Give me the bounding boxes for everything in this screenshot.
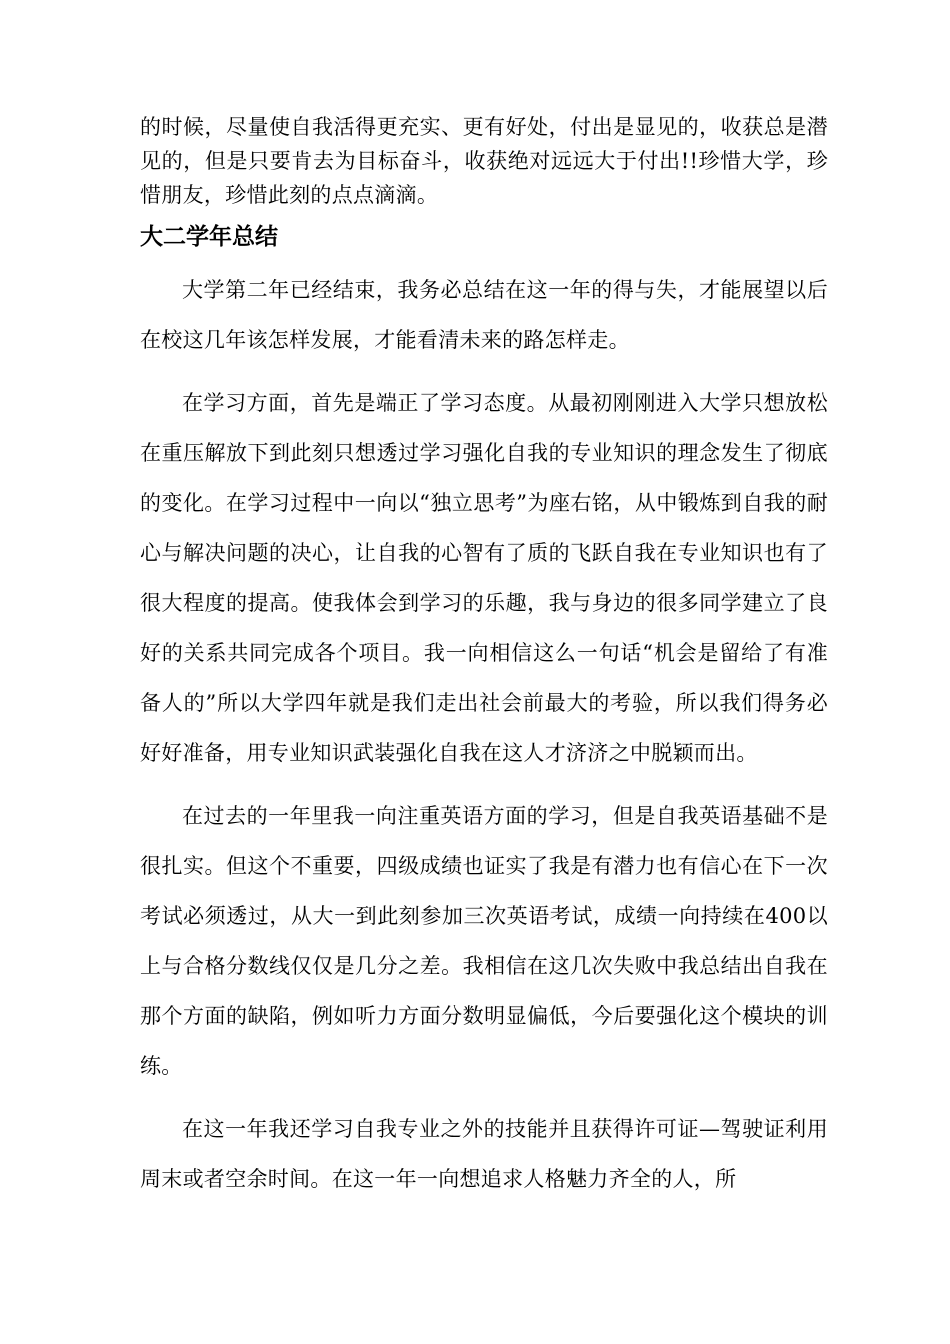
- body-paragraph-1: 大学第二年已经结束，我务必总结在这一年的得与失，才能展望以后在校这几年该怎样发展，才能看清未来的路怎样走。: [140, 278, 828, 352]
- section-title: 大二学年总结: [140, 224, 278, 250]
- body-paragraph-2: 在学习方面，首先是端正了学习态度。从最初刚刚进入大学只想放松在重压解放下到此刻只想透过学习强化自我的专业知识的理念发生了彻底的变化。在学习过程中一向以“独立思考”为座右铭，从中锻炼到自我的耐心与解决问题的决心，让自我的心智有了质的飞跃自我在专业知识也有了很大程度的提高。使我体会到学习的乐趣，我与身边的很多同学建立了良好的关系共同完成各个项目。我一向相信这么一句话“机会是留给了有准备人的”所以大学四年就是我们走出社会前最大的考验，所以我们得务必好好准备，用专业知识武装强化自我在这人才济济之中脱颖而出。: [140, 391, 828, 765]
- body-paragraph-4: 在这一年我还学习自我专业之外的技能并且获得许可证—驾驶证利用周末或者空余时间。在这一年一向想追求人格魅力齐全的人，所: [140, 1117, 828, 1191]
- intro-paragraph: 的时候，尽量使自我活得更充实、更有好处，付出是显见的，收获总是潜见的，但是只要肯去为目标奋斗，收获绝对远远大于付出!!珍惜大学，珍惜朋友，珍惜此刻的点点滴滴。: [140, 115, 828, 207]
- body-paragraph-3: 在过去的一年里我一向注重英语方面的学习，但是自我英语基础不是很扎实。但这个不重要，四级成绩也证实了我是有潜力也有信心在下一次考试必须透过，从大一到此刻参加三次英语考试，成绩一向持续在400以上与合格分数线仅仅是几分之差。我相信在这几次失败中我总结出自我在那个方面的缺陷，例如听力方面分数明显偏低，今后要强化这个模块的训练。: [140, 804, 828, 1078]
- document-page: [140, 110, 828, 1217]
